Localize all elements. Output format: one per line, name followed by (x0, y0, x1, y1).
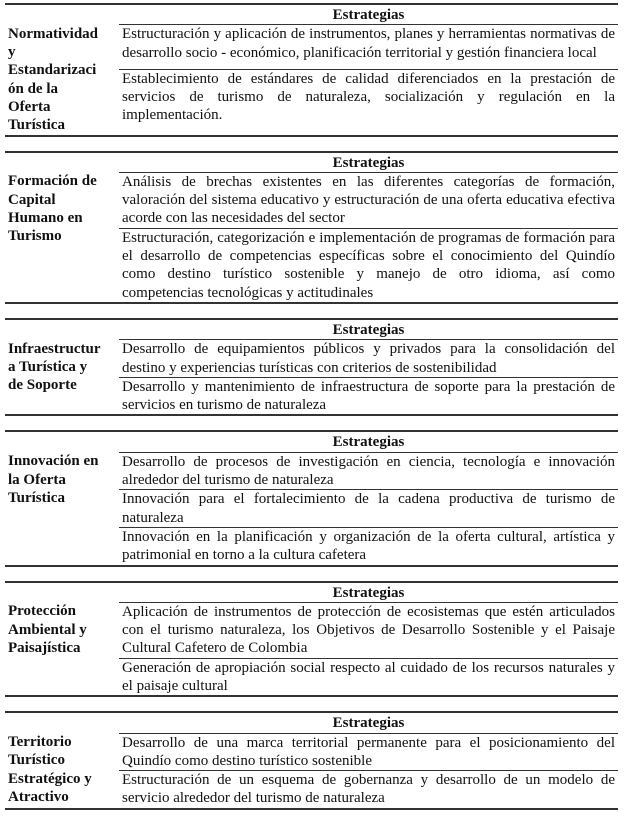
strategy-item: Desarrollo y mantenimiento de infraestructura de soporte para la prestación de servicios en turismo de naturaleza (119, 377, 618, 415)
strategy-table (5, 3, 618, 137)
strategy-item: Análisis de brechas existentes en las diferentes categorías de formación, valoración del sistema educativo y estructuración de una oferta educativa efectiva acorde con las necesidades del sector (122, 173, 615, 227)
category-label: Formación de Capital Humano en Turismo (8, 173, 97, 245)
strategy-item: Estructuración de un esquema de gobernanza y desarrollo de un modelo de servicio alrededor del turismo de naturaleza (119, 771, 618, 809)
strategy-item: Innovación para el fortalecimiento de la cadena productiva de turismo de naturaleza (119, 490, 618, 528)
category-header-empty (5, 152, 119, 173)
strategy-item: Estructuración y aplicación de instrumentos, planes y herramientas normativas de desarrollo socio - económico, planificación territorial y gestión financiera local (122, 26, 615, 61)
strategy-item: Desarrollo de una marca territorial permanente para el posicionamiento del Quindío como destino turístico sostenible (122, 734, 615, 769)
strategy-item: Aplicación de instrumentos de protección de ecosistemas que estén articulados con el turismo naturaleza, los Objetivos de Desarrollo Sostenible y el Paisaje Cultural Cafetero de Colombia (122, 603, 615, 657)
strategy-item: Establecimiento de estándares de calidad diferenciados en la prestación de servicios de turismo de naturaleza, socialización y regulación en la implementación. (119, 69, 618, 135)
strategy-item: Innovación en la planificación y organización de la oferta cultural, artística y patrimonial en torno a la cultura cafetera (119, 527, 618, 565)
strategy-table (5, 318, 618, 416)
category-header-empty (5, 4, 119, 25)
category-label: Normatividad y Estandarizaci ón de la Oferta Turística (8, 25, 98, 134)
strategy-table (5, 430, 618, 566)
strategy-table (5, 151, 618, 304)
strategies-header: Estrategias (119, 4, 618, 25)
strategy-table (5, 581, 618, 698)
category-label: Protección Ambiental y Paisajística (8, 603, 87, 656)
strategy-item: Desarrollo de equipamientos públicos y privados para la consolidación del destino y experiencias turísticas con criterios de sostenibilidad (122, 341, 615, 376)
strategy-item: Desarrollo de procesos de investigación en ciencia, tecnología e innovación alrededor del turismo de naturaleza (122, 453, 615, 489)
category-header-empty (5, 319, 119, 340)
strategy-table (5, 711, 618, 809)
strategies-header: Estrategias (119, 319, 618, 340)
category-label: Infraestructur a Turística y de Soporte (8, 340, 101, 394)
strategies-header: Estrategias (119, 582, 618, 603)
category-header-empty (5, 582, 119, 603)
strategies-header: Estrategias (119, 712, 618, 733)
strategies-header: Estrategias (119, 431, 618, 452)
category-header-empty (5, 712, 119, 733)
category-label: Innovación en la Oferta Turística (8, 453, 99, 506)
strategies-header: Estrategias (119, 152, 618, 173)
strategy-item: Estructuración, categorización e implementación de programas de formación para el desarrollo de competencias específicas sobre el conocimiento del Quindío como destino turístico sostenible y manejo de otro idioma, así como competencias tecnológicas y actitudinales (119, 228, 618, 303)
strategy-item: Generación de apropiación social respecto al cuidado de los recursos naturales y el paisaje cultural (119, 658, 618, 696)
category-header-empty (5, 431, 119, 452)
category-label: Territorio Turístico Estratégico y Atractivo (8, 734, 92, 805)
